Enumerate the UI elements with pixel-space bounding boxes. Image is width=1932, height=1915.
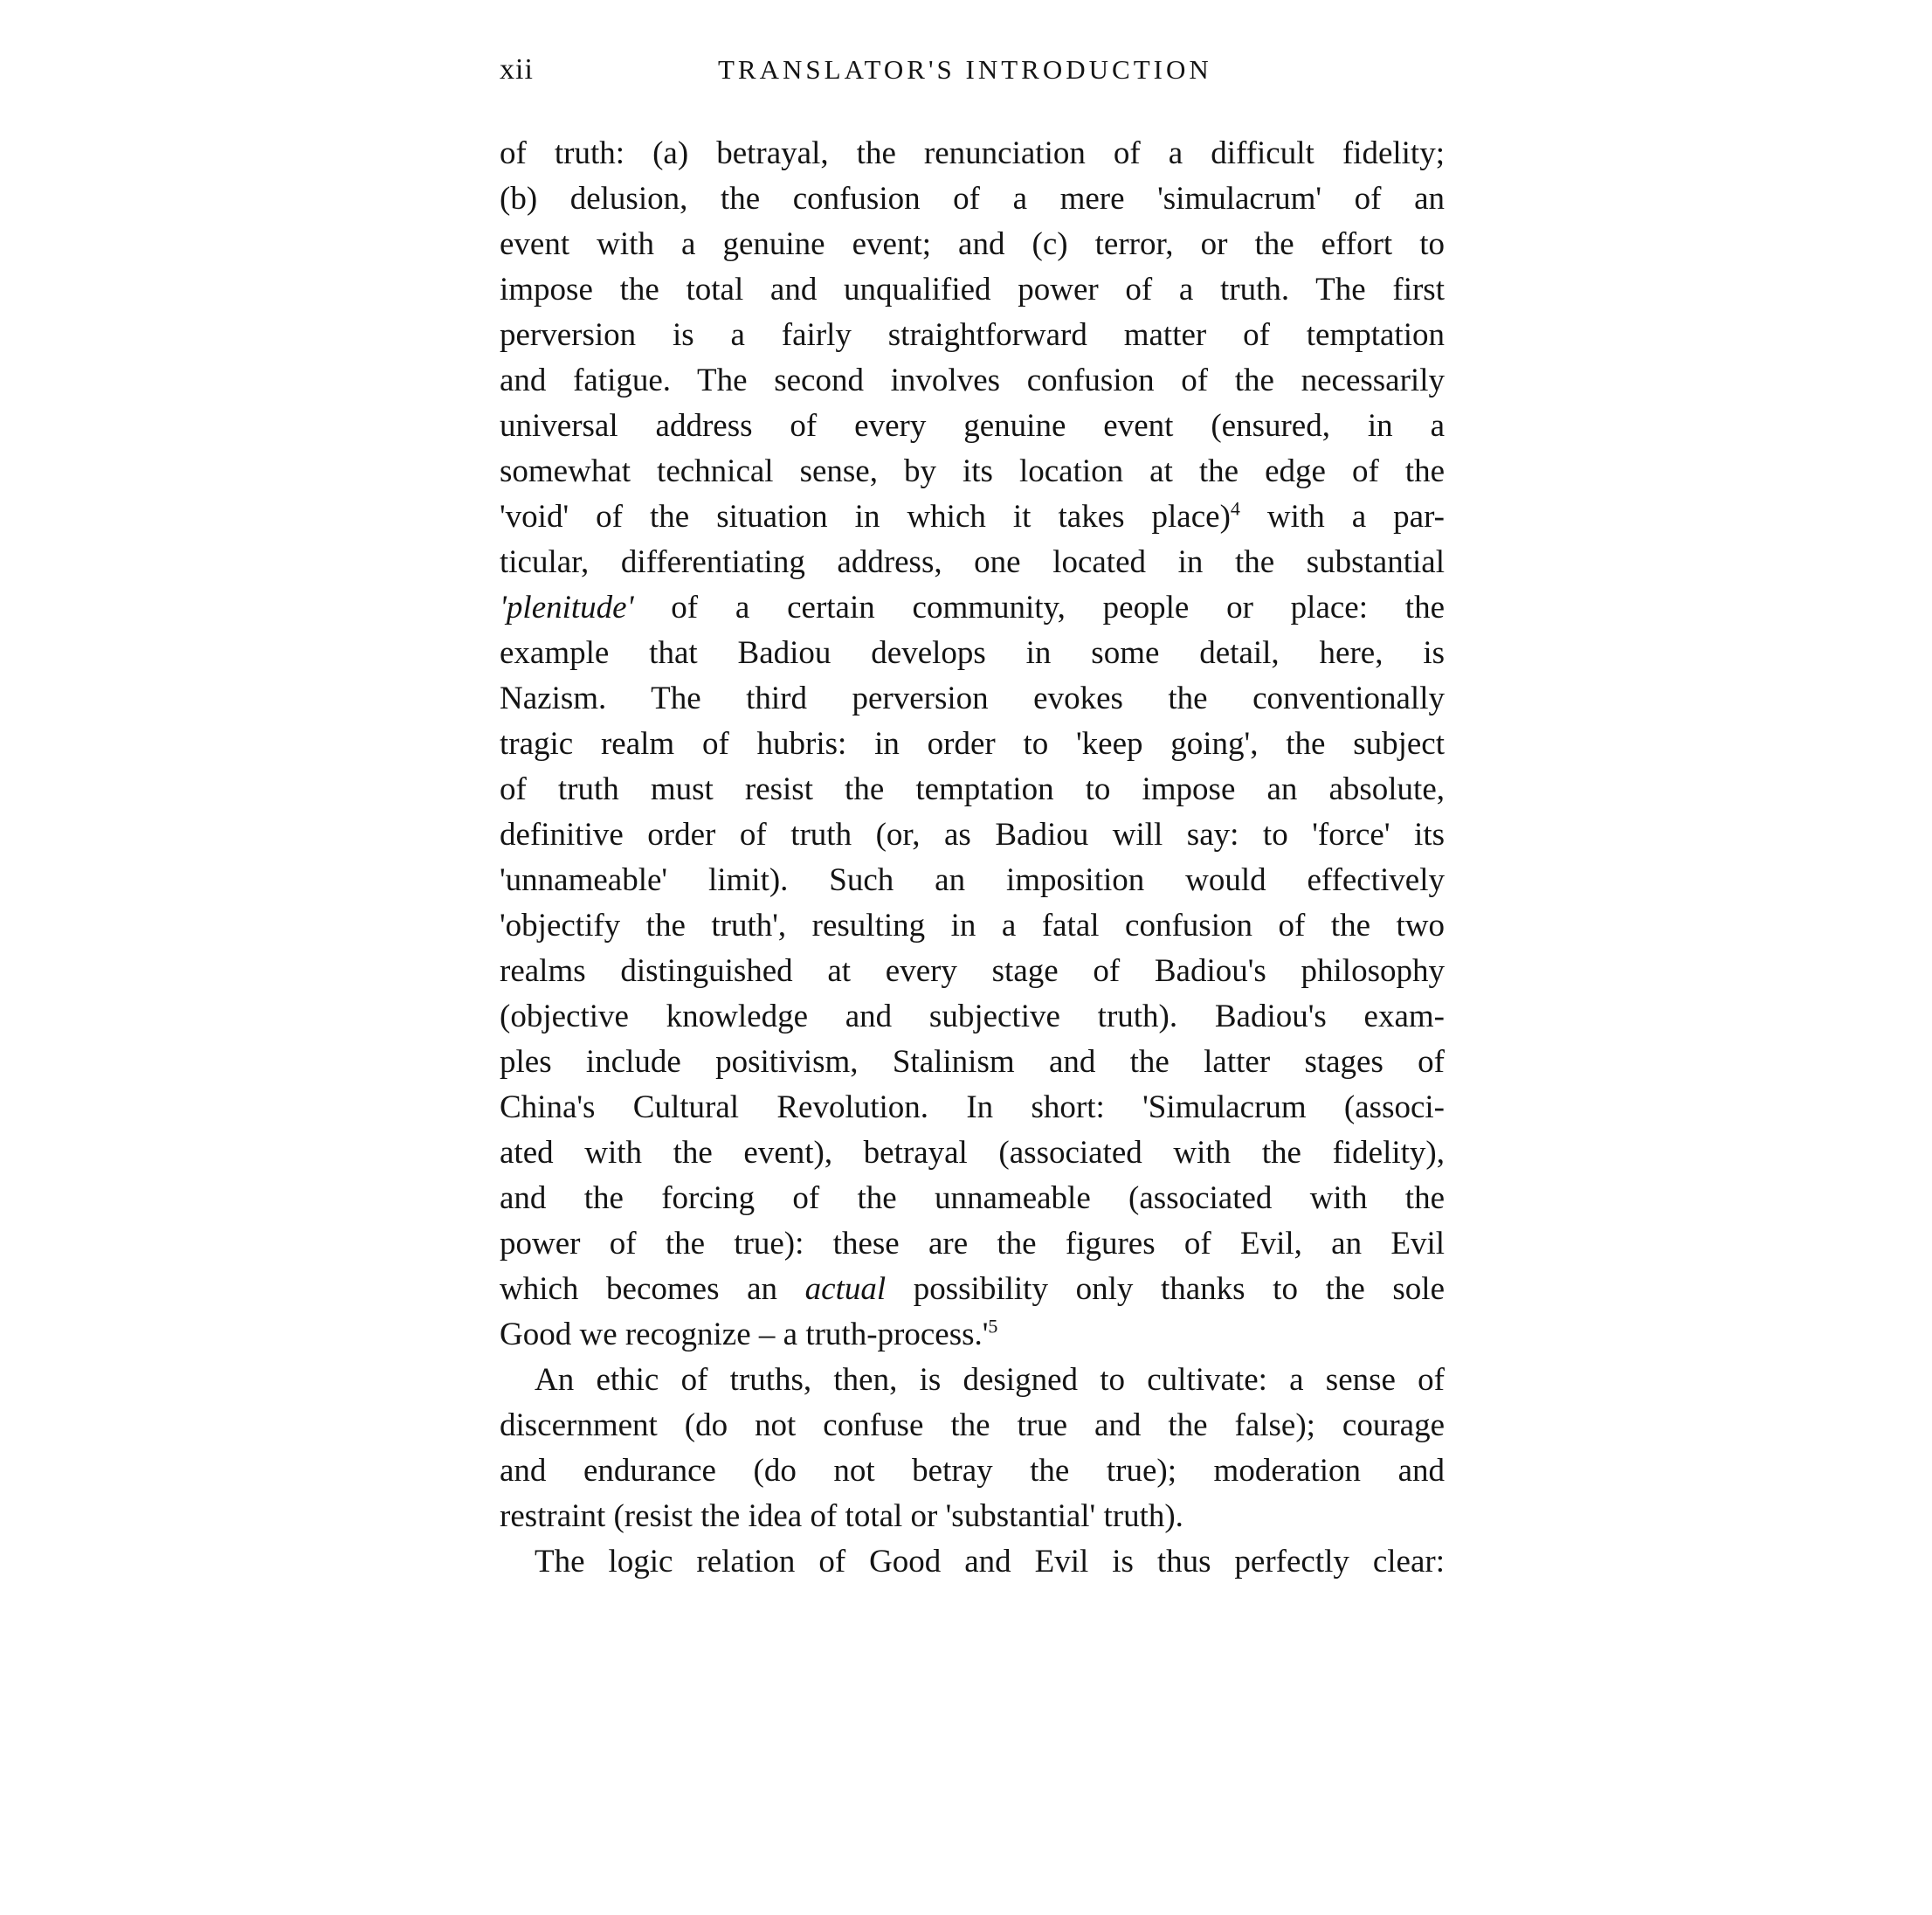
text-line: power of the true): these are the figures of Evil, an Evil [500,1226,1445,1262]
text-line: impose the total and unqualified power of a truth. The first [500,272,1445,308]
text-line: event with a genuine event; and (c) terror, or the effort to [500,226,1445,262]
text-line [500,585,1445,631]
page-number: xii [500,53,534,86]
text-line: of truth: (a) betrayal, the renunciation of a difficult fidelity; [500,135,1445,171]
text-line: of truth must resist the temptation to impose an absolute, [500,771,1445,807]
text-line [500,1267,1445,1312]
text-fragment: Good we recognize – a truth-process.' [500,1317,989,1352]
text-line: ated with the event), betrayal (associated with the fidelity), [500,1135,1445,1171]
text-line: and fatigue. The second involves confusion of the necessarily [500,363,1445,398]
text-line: definitive order of truth (or, as Badiou will say: to 'force' its [500,817,1445,853]
text-line: An ethic of truths, then, is designed to cultivate: a sense of [535,1362,1445,1398]
footnote-ref-5: 5 [988,1315,998,1338]
text-line: The logic relation of Good and Evil is thus perfectly clear: [535,1544,1445,1580]
italic-plenitude: 'plenitude' [500,590,634,626]
text-line: 'unnameable' limit). Such an imposition would effectively [500,862,1445,898]
text-line: and endurance (do not betray the true); moderation and [500,1453,1445,1489]
text-line [500,1312,1445,1358]
text-line: example that Badiou develops in some detail, here, is [500,635,1445,671]
text-line: ples include positivism, Stalinism and the latter stages of [500,1044,1445,1080]
text-line: perversion is a fairly straightforward matter of temptation [500,317,1445,353]
running-head [500,44,1445,96]
running-title: TRANSLATOR'S INTRODUCTION [718,54,1212,85]
text-line: Nazism. The third perversion evokes the conventionally [500,681,1445,716]
text-fragment: which becomes an [500,1271,805,1307]
text-fragment: of a certain community, people or place: the [671,590,1445,626]
footnote-ref-4: 4 [1230,497,1240,520]
text-line: ticular, differentiating address, one located in the substantial [500,544,1445,580]
text-line: (objective knowledge and subjective truth). Badiou's exam- [500,999,1445,1034]
text-line: realms distinguished at every stage of Badiou's philosophy [500,953,1445,989]
text-fragment: possibility only thanks to the sole [913,1271,1445,1307]
text-line: discernment (do not confuse the true and the false); courage [500,1407,1445,1443]
text-line: 'objectify the truth', resulting in a fatal confusion of the two [500,908,1445,944]
text-line: universal address of every genuine event (ensured, in a [500,408,1445,444]
text-line [500,494,1445,540]
text-line: and the forcing of the unnameable (associated with the [500,1180,1445,1216]
text-fragment: with a par- [1239,499,1445,535]
text-line: restraint (resist the idea of total or 'substantial' truth). [500,1498,1183,1534]
text-line: (b) delusion, the confusion of a mere 'simulacrum' of an [500,181,1445,217]
text-line: tragic realm of hubris: in order to 'keep going', the subject [500,726,1445,762]
text-fragment: 'void' of the situation in which it takes place) [500,499,1231,535]
text-line: China's Cultural Revolution. In short: 'Simulacrum (associ- [500,1089,1445,1125]
italic-actual: actual [804,1271,887,1307]
body-text [500,131,1445,1585]
text-line: somewhat technical sense, by its location at the edge of the [500,453,1445,489]
